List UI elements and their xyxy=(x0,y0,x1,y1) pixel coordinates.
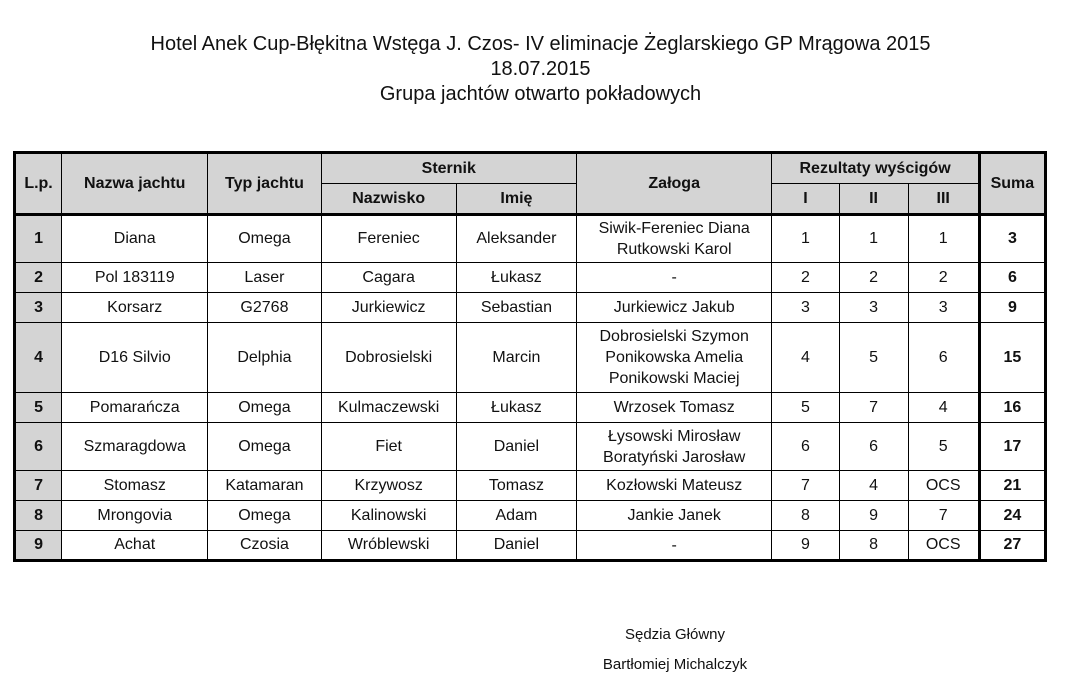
col-header-race-2: II xyxy=(839,184,908,215)
judge-role: Sędzia Główny xyxy=(624,626,726,643)
crew-member: Wrzosek Tomasz xyxy=(613,399,735,416)
row-surname: Dobrosielski xyxy=(321,323,456,393)
row-yacht-name: Korsarz xyxy=(62,293,208,323)
row-first-name: Adam xyxy=(456,501,576,531)
row-crew xyxy=(577,323,772,393)
row-yacht-name: Pol 183119 xyxy=(62,263,208,293)
col-header-race-results: Rezultaty wyścigów xyxy=(772,153,979,184)
crew-member: - xyxy=(671,536,677,554)
row-race-2: 4 xyxy=(839,471,908,501)
row-surname: Jurkiewicz xyxy=(321,293,456,323)
row-yacht-name: Pomarańcza xyxy=(62,393,208,423)
row-surname: Fiet xyxy=(321,423,456,471)
col-header-lp: L.p. xyxy=(15,153,62,215)
row-first-name: Marcin xyxy=(456,323,576,393)
row-yacht-type: Katamaran xyxy=(208,471,321,501)
row-total: 9 xyxy=(979,293,1045,323)
row-race-3: 7 xyxy=(908,501,979,531)
row-race-1: 6 xyxy=(772,423,839,471)
row-first-name: Daniel xyxy=(456,423,576,471)
table-row xyxy=(15,293,1046,323)
row-lp: 8 xyxy=(15,501,62,531)
row-yacht-type: Omega xyxy=(208,423,321,471)
row-first-name: Aleksander xyxy=(456,215,576,263)
row-race-3: 5 xyxy=(908,423,979,471)
row-yacht-type: Omega xyxy=(208,501,321,531)
row-first-name: Tomasz xyxy=(456,471,576,501)
row-total: 3 xyxy=(979,215,1045,263)
document-group: Grupa jachtów otwarto pokładowych xyxy=(379,83,702,105)
row-total: 27 xyxy=(979,531,1045,561)
crew-member: Siwik-Fereniec Diana xyxy=(598,220,750,237)
row-crew xyxy=(577,215,772,263)
row-race-2: 2 xyxy=(839,263,908,293)
row-total: 15 xyxy=(979,323,1045,393)
row-race-1: 4 xyxy=(772,323,839,393)
row-crew xyxy=(577,531,772,561)
table-row xyxy=(15,471,1046,501)
row-race-1: 9 xyxy=(772,531,839,561)
row-yacht-name: Diana xyxy=(62,215,208,263)
row-surname: Wróblewski xyxy=(321,531,456,561)
col-header-race-1: I xyxy=(772,184,839,215)
row-first-name: Łukasz xyxy=(456,263,576,293)
row-yacht-type: Omega xyxy=(208,215,321,263)
table-row xyxy=(15,263,1046,293)
judge-name: Bartłomiej Michalczyk xyxy=(602,656,748,673)
crew-member: - xyxy=(671,269,677,286)
row-race-2: 1 xyxy=(839,215,908,263)
table-row xyxy=(15,323,1046,393)
row-yacht-name: Mrongovia xyxy=(62,501,208,531)
row-surname: Cagara xyxy=(321,263,456,293)
table-row xyxy=(15,501,1046,531)
row-total: 16 xyxy=(979,393,1045,423)
col-header-helmsman: Sternik xyxy=(321,153,576,184)
row-lp: 6 xyxy=(15,423,62,471)
row-total: 21 xyxy=(979,471,1045,501)
row-yacht-name: D16 Silvio xyxy=(62,323,208,393)
row-crew xyxy=(577,471,772,501)
row-yacht-type: G2768 xyxy=(208,293,321,323)
row-lp: 2 xyxy=(15,263,62,293)
row-surname: Kalinowski xyxy=(321,501,456,531)
row-yacht-name: Stomasz xyxy=(62,471,208,501)
row-total: 24 xyxy=(979,501,1045,531)
row-total: 6 xyxy=(979,263,1045,293)
row-yacht-name: Szmaragdowa xyxy=(62,423,208,471)
crew-member: Jurkiewicz Jakub xyxy=(613,299,735,316)
crew-member: Dobrosielski Szymon xyxy=(599,328,749,345)
row-yacht-type: Omega xyxy=(208,393,321,423)
row-race-3: 2 xyxy=(908,263,979,293)
row-crew xyxy=(577,501,772,531)
crew-member: Jankie Janek xyxy=(627,507,721,524)
row-race-1: 7 xyxy=(772,471,839,501)
row-yacht-type: Laser xyxy=(208,263,321,293)
row-lp: 9 xyxy=(15,531,62,561)
row-race-3: 4 xyxy=(908,393,979,423)
col-header-crew: Załoga xyxy=(577,153,772,215)
col-header-yacht-type: Typ jachtu xyxy=(208,153,321,215)
row-first-name: Łukasz xyxy=(456,393,576,423)
row-crew xyxy=(577,293,772,323)
row-surname: Kulmaczewski xyxy=(321,393,456,423)
row-race-1: 3 xyxy=(772,293,839,323)
row-race-1: 5 xyxy=(772,393,839,423)
row-first-name: Sebastian xyxy=(456,293,576,323)
row-race-2: 3 xyxy=(839,293,908,323)
row-race-3: OCS xyxy=(908,471,979,501)
col-header-race-3: III xyxy=(908,184,979,215)
row-race-2: 5 xyxy=(839,323,908,393)
table-row xyxy=(15,423,1046,471)
row-race-2: 8 xyxy=(839,531,908,561)
document-date: 18.07.2015 xyxy=(490,58,591,80)
row-race-2: 7 xyxy=(839,393,908,423)
results-table xyxy=(13,151,1047,562)
row-race-3: OCS xyxy=(908,531,979,561)
crew-member: Ponikowska Amelia xyxy=(605,349,744,366)
crew-member: Boratyński Jarosław xyxy=(603,448,746,466)
row-race-2: 9 xyxy=(839,501,908,531)
row-race-3: 6 xyxy=(908,323,979,393)
crew-member: Rutkowski Karol xyxy=(616,241,732,258)
row-yacht-type: Delphia xyxy=(208,323,321,393)
row-first-name: Daniel xyxy=(456,531,576,561)
col-header-yacht-name: Nazwa jachtu xyxy=(62,153,208,215)
row-total: 17 xyxy=(979,423,1045,471)
row-surname: Fereniec xyxy=(321,215,456,263)
row-race-1: 1 xyxy=(772,215,839,263)
crew-member: Kozłowski Mateusz xyxy=(606,477,743,494)
row-crew xyxy=(577,393,772,423)
row-lp: 4 xyxy=(15,323,62,393)
row-race-2: 6 xyxy=(839,423,908,471)
table-row xyxy=(15,215,1046,263)
row-surname: Krzywosz xyxy=(321,471,456,501)
row-lp: 3 xyxy=(15,293,62,323)
col-header-surname: Nazwisko xyxy=(321,184,456,215)
row-race-3: 1 xyxy=(908,215,979,263)
col-header-total: Suma xyxy=(979,153,1045,215)
row-lp: 5 xyxy=(15,393,62,423)
row-crew xyxy=(577,423,772,471)
row-race-3: 3 xyxy=(908,293,979,323)
row-race-1: 2 xyxy=(772,263,839,293)
col-header-first-name: Imię xyxy=(456,184,576,215)
crew-member: Łysowski Mirosław xyxy=(607,427,741,445)
row-crew xyxy=(577,263,772,293)
row-yacht-name: Achat xyxy=(62,531,208,561)
document-title: Hotel Anek Cup-Błękitna Wstęga J. Czos- IV eliminacje Żeglarskiego GP Mrągowa 2015 xyxy=(150,33,931,55)
row-race-1: 8 xyxy=(772,501,839,531)
table-row xyxy=(15,393,1046,423)
row-yacht-type: Czosia xyxy=(208,531,321,561)
crew-member: Ponikowski Maciej xyxy=(608,370,740,387)
row-lp: 7 xyxy=(15,471,62,501)
row-lp: 1 xyxy=(15,215,62,263)
table-row xyxy=(15,531,1046,561)
document-header xyxy=(0,32,1081,107)
